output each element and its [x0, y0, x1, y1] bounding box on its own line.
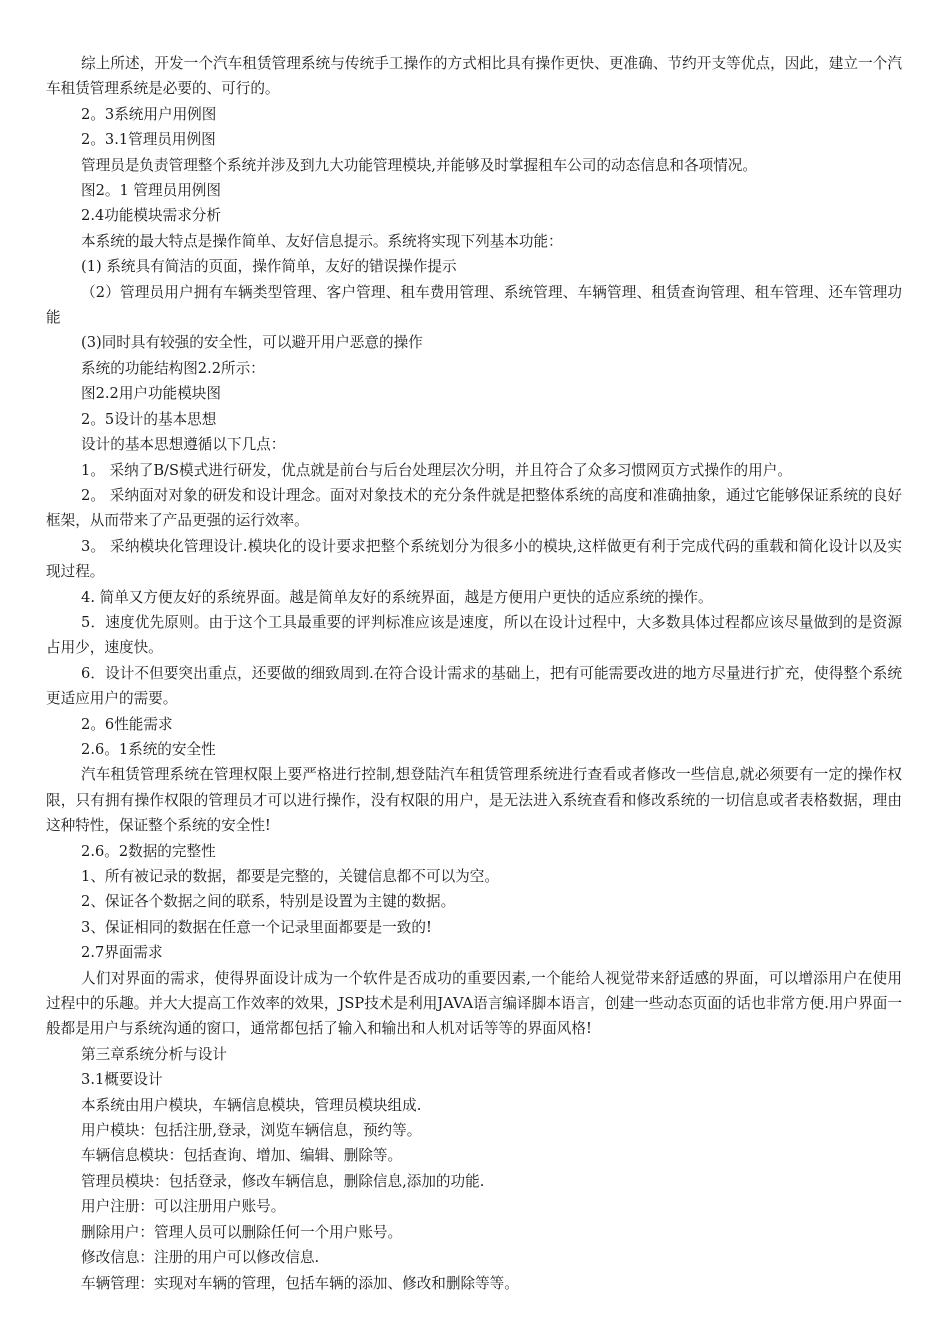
list-item-design-5: 5．速度优先原则。由于这个工具最重要的评判标准应该是速度，所以在设计过程中，大多数具体过程都应该尽量做到的是资源占用少，速度快。	[46, 613, 902, 657]
list-item-feature-1: (1) 系统具有简洁的页面，操作简单，友好的错误操作提示	[81, 258, 457, 276]
paragraph-user-register: 用户注册：可以注册用户账号。	[81, 1198, 286, 1216]
paragraph-interface: 人们对界面的需求，使得界面设计成为一个软件是否成功的重要因素,一个能给人视觉带来舒适感的界面，可以增添用户在使用过程中的乐趣。并大大提高工作效率的效果，JSP技术是利用JAVA语言编译脚本语言，创建一些动态页面的话也非常方便.用户界面一般都是用户与系统沟通的窗口，通常都包括了输入和输出和人机对话等等的界面风格!	[46, 969, 902, 1038]
paragraph-structure-ref: 系统的功能结构图2.2所示：	[81, 359, 265, 377]
heading-2-6-1: 2.6。1系统的安全性	[81, 740, 216, 758]
paragraph-vehicle-management: 车辆管理：实现对车辆的管理，包括车辆的添加、修改和删除等等。	[81, 1274, 519, 1292]
list-item-integrity-3: 3、保证相同的数据在任意一个记录里面都要是一致的!	[81, 918, 432, 936]
paragraph-user-module: 用户模块：包括注册,登录，浏览车辆信息，预约等。	[81, 1122, 422, 1140]
paragraph-features-intro: 本系统的最大特点是操作简单、友好信息提示。系统将实现下列基本功能：	[81, 232, 563, 250]
paragraph-vehicle-module: 车辆信息模块：包括查询、增加、编辑、删除等。	[81, 1147, 403, 1165]
list-item-design-1: 1。 采纳了B/S模式进行研发，优点就是前台与后台处理层次分明，并且符合了众多习惯网页方式操作的用户。	[81, 461, 792, 479]
heading-2-7: 2.7界面需求	[81, 944, 163, 962]
list-item-feature-3: (3)同时具有较强的安全性，可以避开用户恶意的操作	[81, 334, 423, 352]
paragraph-security: 汽车租赁管理系统在管理权限上要严格进行控制,想登陆汽车租赁管理系统进行查看或者修改一些信息,就必须要有一定的操作权限，只有拥有操作权限的管理员才可以进行操作，没有权限的用户，是无法进入系统查看和修改系统的一切信息或者表格数据，理由这种特性，保证整个系统的安全性!	[46, 766, 902, 835]
heading-2-6-2: 2.6。2数据的完整性	[81, 842, 216, 860]
heading-2-3: 2。3系统用户用例图	[81, 105, 217, 123]
paragraph-admin-desc: 管理员是负责管理整个系统并涉及到九大功能管理模块,并能够及时掌握租车公司的动态信息和各项情况。	[81, 156, 757, 174]
figure-caption-2-1: 图2。1 管理员用例图	[81, 182, 221, 200]
list-item-feature-2: （2）管理员用户拥有车辆类型管理、客户管理、租车费用管理、系统管理、车辆管理、租赁查询管理、租车管理、还车管理功能	[46, 283, 902, 327]
heading-2-5: 2。5设计的基本思想	[81, 410, 217, 428]
list-item-design-4: 4. 简单又方便友好的系统界面。越是简单友好的系统界面，越是方便用户更快的适应系统的操作。	[81, 588, 713, 606]
heading-2-4: 2.4功能模块需求分析	[81, 207, 221, 225]
heading-3-1: 3.1概要设计	[81, 1071, 163, 1089]
list-item-design-6: 6．设计不但要突出重点，还要做的细致周到.在符合设计需求的基础上，把有可能需要改进的地方尽量进行扩充，使得整个系统更适应用户的需要。	[46, 664, 902, 708]
paragraph-admin-module: 管理员模块：包括登录，修改车辆信息，删除信息,添加的功能.	[81, 1172, 485, 1190]
chapter-3-title: 第三章系统分析与设计	[81, 1045, 227, 1063]
list-item-design-2: 2。 采纳面对对象的研发和设计理念。面对对象技术的充分条件就是把整体系统的高度和准确抽象，通过它能够保证系统的良好框架，从而带来了产品更强的运行效率。	[46, 486, 902, 530]
list-item-design-3: 3。 采纳模块化管理设计.模块化的设计要求把整个系统划分为很多小的模块,这样做更有利于完成代码的重载和简化设计以及实现过程。	[46, 537, 902, 581]
list-item-integrity-1: 1、所有被记录的数据，都要是完整的，关键信息都不可以为空。	[81, 868, 499, 885]
paragraph-conclusion: 综上所述，开发一个汽车租赁管理系统与传统手工操作的方式相比具有操作更快、更准确、节约开支等优点，因此，建立一个汽车租赁管理系统是必要的、可行的。	[46, 55, 902, 98]
figure-caption-2-2: 图2.2用户功能模块图	[81, 385, 221, 403]
list-item-integrity-2: 2、保证各个数据之间的联系，特别是设置为主键的数据。	[81, 893, 456, 911]
paragraph-delete-user: 删除用户：管理人员可以删除任何一个用户账号。	[81, 1223, 403, 1241]
paragraph-modules: 本系统由用户模块，车辆信息模块，管理员模块组成.	[81, 1096, 422, 1114]
paragraph-modify-info: 修改信息：注册的用户可以修改信息.	[81, 1249, 320, 1267]
heading-2-6: 2。6性能需求	[81, 715, 173, 733]
heading-2-3-1: 2。3.1管理员用例图	[81, 131, 216, 149]
paragraph-design-intro: 设计的基本思想遵循以下几点：	[81, 436, 286, 454]
